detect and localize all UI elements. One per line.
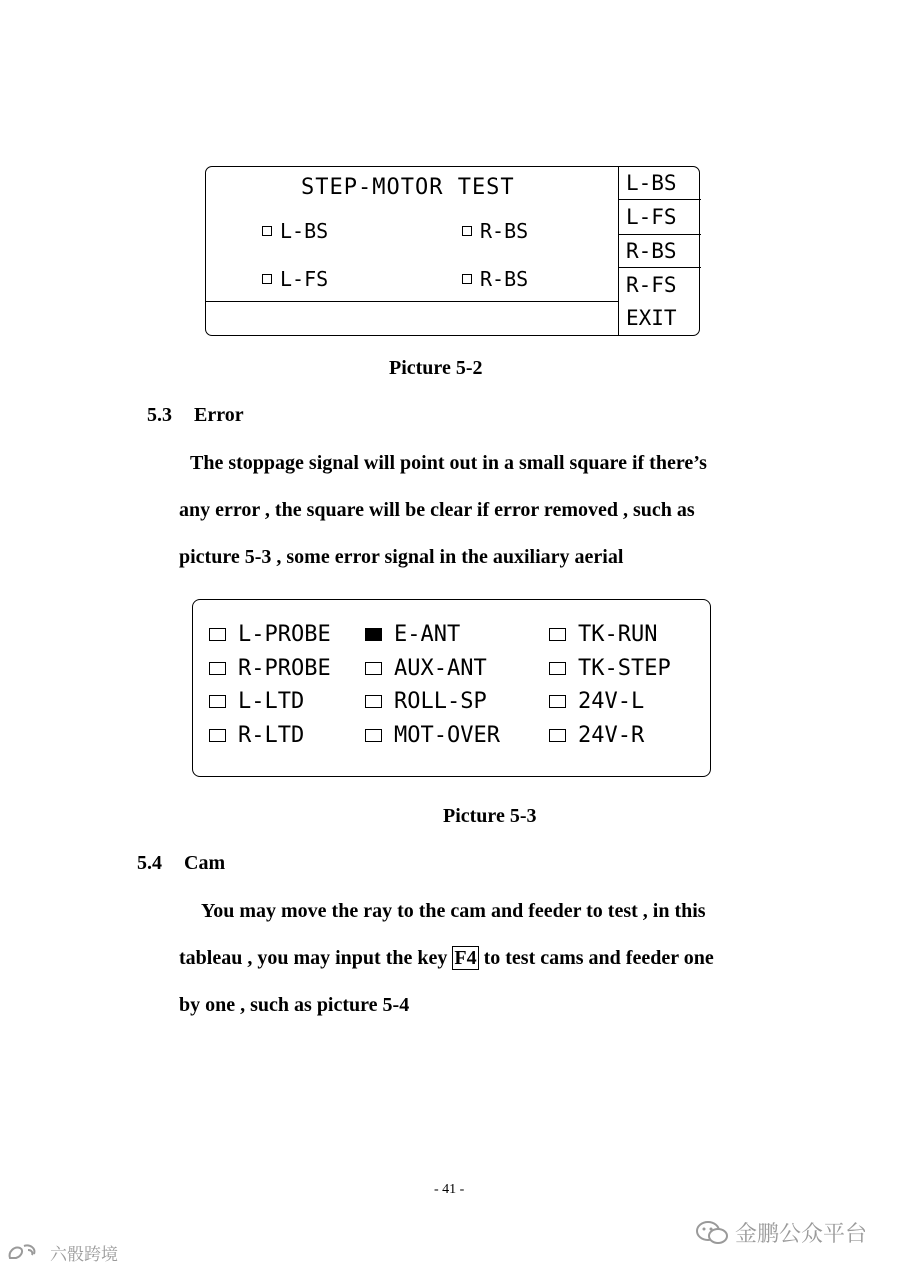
error-item-label: 24V-R	[578, 723, 645, 748]
error-item-24v-r	[549, 723, 644, 748]
error-item-label: R-PROBE	[238, 656, 331, 681]
watermark-text: 六骰跨境	[50, 1245, 118, 1265]
error-square-icon	[549, 628, 566, 641]
softkey-r-fs[interactable]: R-FS	[626, 272, 677, 297]
status-item-r-bs	[462, 219, 528, 243]
status-item-l-fs	[262, 267, 328, 291]
softkey-r-bs[interactable]: R-BS	[619, 235, 701, 268]
watermark-text: 金鹏公众平台	[735, 1222, 868, 1247]
paragraph-text: to test cams and feeder one	[478, 947, 714, 969]
status-item-r-bs-2	[462, 267, 528, 291]
error-item-label: 24V-L	[578, 689, 645, 714]
weibo-logo-icon	[6, 1242, 46, 1264]
error-square-icon	[209, 729, 226, 742]
key-f4-box: F4	[454, 947, 477, 969]
picture-caption-5-2: Picture 5-2	[389, 357, 483, 379]
error-item-tk-run	[549, 622, 657, 647]
panel-title: STEP-MOTOR TEST	[301, 175, 515, 200]
error-item-label: AUX-ANT	[394, 656, 487, 681]
softkey-column	[619, 167, 701, 335]
watermark-right	[695, 1217, 867, 1248]
panel-divider	[206, 301, 619, 302]
status-item-l-bs	[262, 219, 328, 243]
error-item-label: R-LTD	[238, 723, 305, 748]
error-square-icon	[549, 695, 566, 708]
error-item-tk-step	[549, 656, 671, 681]
paragraph-line	[179, 947, 714, 970]
error-item-r-ltd	[209, 723, 304, 748]
status-square-icon	[262, 226, 272, 236]
error-square-filled-icon	[365, 628, 382, 641]
error-item-label: E-ANT	[394, 622, 461, 647]
paragraph-line: by one , such as picture 5-4	[179, 994, 410, 1016]
error-item-aux-ant	[365, 656, 487, 681]
error-square-icon	[365, 695, 382, 708]
error-item-e-ant	[365, 622, 460, 647]
paragraph-text: tableau , you may input the key	[179, 947, 453, 969]
error-item-label: MOT-OVER	[394, 723, 500, 748]
error-item-roll-sp	[365, 689, 487, 714]
wechat-icon	[695, 1220, 729, 1246]
error-square-icon	[365, 662, 382, 675]
status-square-icon	[462, 226, 472, 236]
error-signal-panel	[192, 599, 711, 777]
section-number: 5.4	[137, 852, 162, 874]
error-item-mot-over	[365, 723, 500, 748]
error-item-label: TK-RUN	[578, 622, 658, 647]
softkey-l-fs[interactable]: L-FS	[619, 200, 701, 235]
error-item-label: L-LTD	[238, 689, 305, 714]
section-heading-5-3	[147, 404, 244, 427]
paragraph-line: The stoppage signal will point out in a small square if there’s	[190, 452, 707, 474]
status-item-label: L-BS	[280, 219, 329, 243]
paragraph-line: You may move the ray to the cam and feeder to test , in this	[201, 900, 706, 922]
paragraph-line: picture 5-3 , some error signal in the auxiliary aerial	[179, 546, 624, 568]
status-item-label: L-FS	[280, 267, 329, 291]
error-item-label: ROLL-SP	[394, 689, 487, 714]
section-title: Cam	[184, 852, 226, 874]
error-square-icon	[549, 729, 566, 742]
picture-caption-5-3: Picture 5-3	[443, 805, 537, 827]
error-item-label: L-PROBE	[238, 622, 331, 647]
error-item-label: TK-STEP	[578, 656, 671, 681]
softkey-l-bs[interactable]: L-BS	[619, 167, 701, 200]
error-square-icon	[209, 662, 226, 675]
status-square-icon	[262, 274, 272, 284]
page-number: - 41 -	[434, 1182, 465, 1197]
softkey-exit[interactable]: EXIT	[626, 306, 677, 330]
error-square-icon	[549, 662, 566, 675]
error-item-l-ltd	[209, 689, 304, 714]
error-square-icon	[365, 729, 382, 742]
error-square-icon	[209, 695, 226, 708]
status-square-icon	[462, 274, 472, 284]
section-heading-5-4	[137, 852, 225, 875]
error-square-icon	[209, 628, 226, 641]
watermark-left	[6, 1240, 118, 1265]
error-item-l-probe	[209, 622, 331, 647]
status-item-label: R-BS	[480, 267, 529, 291]
section-title: Error	[194, 404, 244, 426]
error-item-r-probe	[209, 656, 331, 681]
paragraph-line: any error , the square will be clear if error removed , such as	[179, 499, 695, 521]
step-motor-test-panel	[205, 166, 700, 336]
section-number: 5.3	[147, 404, 172, 426]
error-item-24v-l	[549, 689, 644, 714]
status-item-label: R-BS	[480, 219, 529, 243]
